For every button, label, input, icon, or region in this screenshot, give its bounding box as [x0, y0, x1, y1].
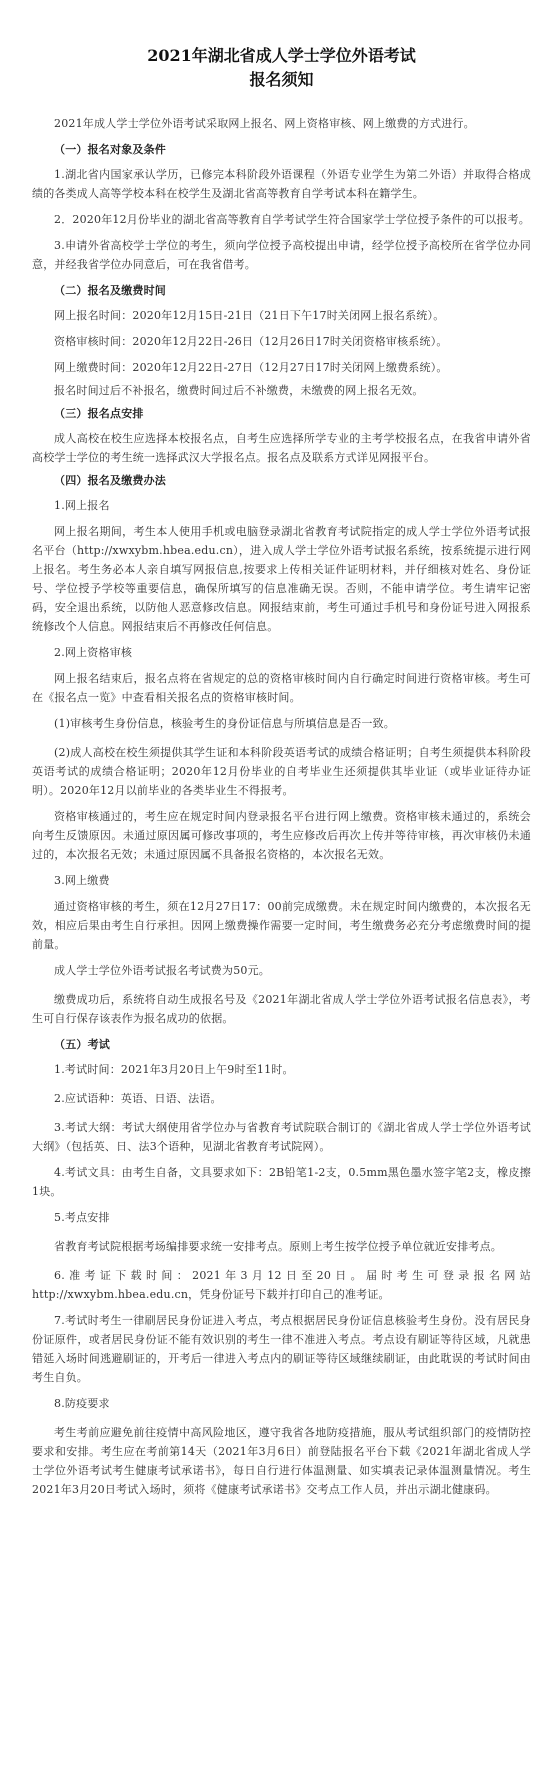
- body-paragraph: 考生考前应避免前往疫情中高风险地区，遵守我省各地防疫措施，服从考试组织部门的疫情防控要求和安排。考生应在考前第14天（2021年3月6日）前登陆报名平台下载《2021年湖北省成人学士学位外语考试考生健康考试承诺书》，每日自行进行体温测量、如实填表记录体温测量情况。考生2021年3月20日考试入场时，须将《健康考试承诺书》交考点工作人员，并出示湖北健康码。: [32, 1426, 531, 1496]
- body-paragraph: 成人学士学位外语考试报名考试费为50元。: [54, 964, 270, 977]
- document-body: [32, 114, 531, 1499]
- section-heading: （三）报名点安排: [54, 407, 144, 420]
- body-paragraph: 7.考试时考生一律刷居民身份证进入考点，考点根据居民身份证信息核验考生身份。没有居民身份证原件，或者居民身份证不能有效识别的考生一律不准进入考点。考点设有刷证等待区域，凡就患错延入场时间逃避刷证的，开考后一律进入考点内的刷证等待区域继续刷证，由此耽误的考试时间由考生自负。: [32, 1314, 531, 1384]
- document-subtitle: 报名须知: [249, 70, 314, 89]
- body-paragraph: (1)审核考生身份信息，核验考生的身份证信息与所填信息是否一致。: [54, 717, 395, 730]
- body-paragraph: (2)成人高校在校生须提供其学生证和本科阶段英语考试的成绩合格证明；自考生须提供本科阶段英语考试的成绩合格证明；2020年12月份毕业的自考毕业生还须提供其毕业证（或毕业证待办证明）。2020年12月以前毕业的各类毕业生不得报考。: [32, 746, 531, 797]
- body-paragraph: 网上缴费时间：2020年12月22日-27日（12月27日17时关闭网上缴费系统）。: [54, 361, 448, 374]
- body-paragraph: 网上报名期间，考生本人使用手机或电脑登录湖北省教育考试院指定的成人学士学位外语考试报名平台（http://xwxybm.hbea.edu.cn），进入成人学士学位外语考试报名系统，按系统提示进行网上报名。考生务必本人亲自填写网报信息,按要求上传相关证件证明材料，并仔细核对姓名、身份证号、学位授予学校等重要信息，确保所填写的信息准确无误。否则，不能申请学位。考生请牢记密码，安全退出系统，以防他人恶意修改信息。网报结束前，考生可通过手机号和身份证号进入网报系统修改个人信息。网报结束后不再修改任何信息。: [32, 525, 531, 633]
- body-paragraph: 1.网上报名: [54, 499, 110, 512]
- body-paragraph: 8.防疫要求: [54, 1397, 110, 1410]
- section-heading: （五）考试: [54, 1038, 110, 1051]
- body-paragraph: 2.应试语种：英语、日语、法语。: [54, 1092, 222, 1105]
- body-paragraph: 3.申请外省高校学士学位的考生，须向学位授予高校提出申请，经学位授予高校所在省学位办同意，并经我省学位办同意后，可在我省借考。: [32, 239, 531, 271]
- body-paragraph: 3.网上缴费: [54, 874, 110, 887]
- body-paragraph: 2．2020年12月份毕业的湖北省高等教育自学考试学生符合国家学士学位授予条件的可以报考。: [54, 213, 530, 226]
- body-paragraph: 2021年成人学士学位外语考试采取网上报名、网上资格审核、网上缴费的方式进行。: [54, 117, 475, 130]
- body-paragraph: 资格审核时间：2020年12月22日-26日（12月26日17时关闭资格审核系统）。: [54, 335, 448, 348]
- body-paragraph: 4.考试文具：由考生自备，文具要求如下：2B铅笔1-2支，0.5mm黑色墨水签字笔2支，橡皮擦1块。: [32, 1166, 531, 1198]
- body-paragraph: 1.考试时间：2021年3月20日上午9时至11时。: [54, 1063, 294, 1076]
- body-paragraph: 网上报名结束后，报名点将在省规定的总的资格审核时间内自行确定时间进行资格审核。考生可在《报名点一览》中查看相关报名点的资格审核时间。: [32, 672, 531, 704]
- body-paragraph: 报名时间过后不补报名，缴费时间过后不补缴费，未缴费的网上报名无效。: [54, 384, 424, 397]
- body-paragraph: 6.准考证下载时间：2021年3月12日至20日。届时考生可登录报名网站http://xwxybm.hbea.edu.cn，凭身份证号下载并打印自己的准考证。: [32, 1269, 531, 1301]
- section-heading: （一）报名对象及条件: [54, 143, 166, 156]
- body-paragraph: 1.湖北省内国家承认学历，已修完本科阶段外语课程（外语专业学生为第二外语）并取得合格成绩的各类成人高等学校本科在校学生及湖北省高等教育自学考试本科在籍学生。: [32, 168, 531, 200]
- body-paragraph: 3.考试大纲：考试大纲使用省学位办与省教育考试院联合制订的《湖北省成人学士学位外语考试大纲》（包括英、日、法3个语种，见湖北省教育考试院网）。: [32, 1121, 531, 1153]
- body-paragraph: 通过资格审核的考生，须在12月27日17：00前完成缴费。未在规定时间内缴费的，本次报名无效，相应后果由考生自行承担。因网上缴费操作需要一定时间，考生缴费务必充分考虑缴费时间的提前量。: [32, 900, 531, 951]
- body-paragraph: 2.网上资格审核: [54, 646, 133, 659]
- document-title: 2021年湖北省成人学士学位外语考试: [147, 46, 416, 65]
- body-paragraph: 省教育考试院根据考场编排要求统一安排考点。原则上考生按学位授予单位就近安排考点。: [54, 1240, 502, 1253]
- body-paragraph: 资格审核通过的，考生应在规定时间内登录报名平台进行网上缴费。资格审核未通过的，系统会向考生反馈原因。未通过原因属可修改事项的，考生应修改后再次上传并等待审核，再次审核仍未通过的，本次报名无效；未通过原因属不具备报名资格的，本次报名无效。: [32, 810, 531, 861]
- body-paragraph: 网上报名时间：2020年12月15日-21日（21日下午17时关闭网上报名系统）。: [54, 309, 445, 322]
- body-paragraph: 成人高校在校生应选择本校报名点，自考生应选择所学专业的主考学校报名点，在我省申请外省高校学士学位的考生统一选择武汉大学报名点。报名点及联系方式详见网报平台。: [32, 432, 531, 464]
- section-heading: （二）报名及缴费时间: [54, 284, 166, 297]
- section-heading: （四）报名及缴费办法: [54, 474, 166, 487]
- body-paragraph: 缴费成功后，系统将自动生成报名号及《2021年湖北省成人学士学位外语考试报名信息表》，考生可自行保存该表作为报名成功的依据。: [32, 993, 531, 1025]
- body-paragraph: 5.考点安排: [54, 1211, 110, 1224]
